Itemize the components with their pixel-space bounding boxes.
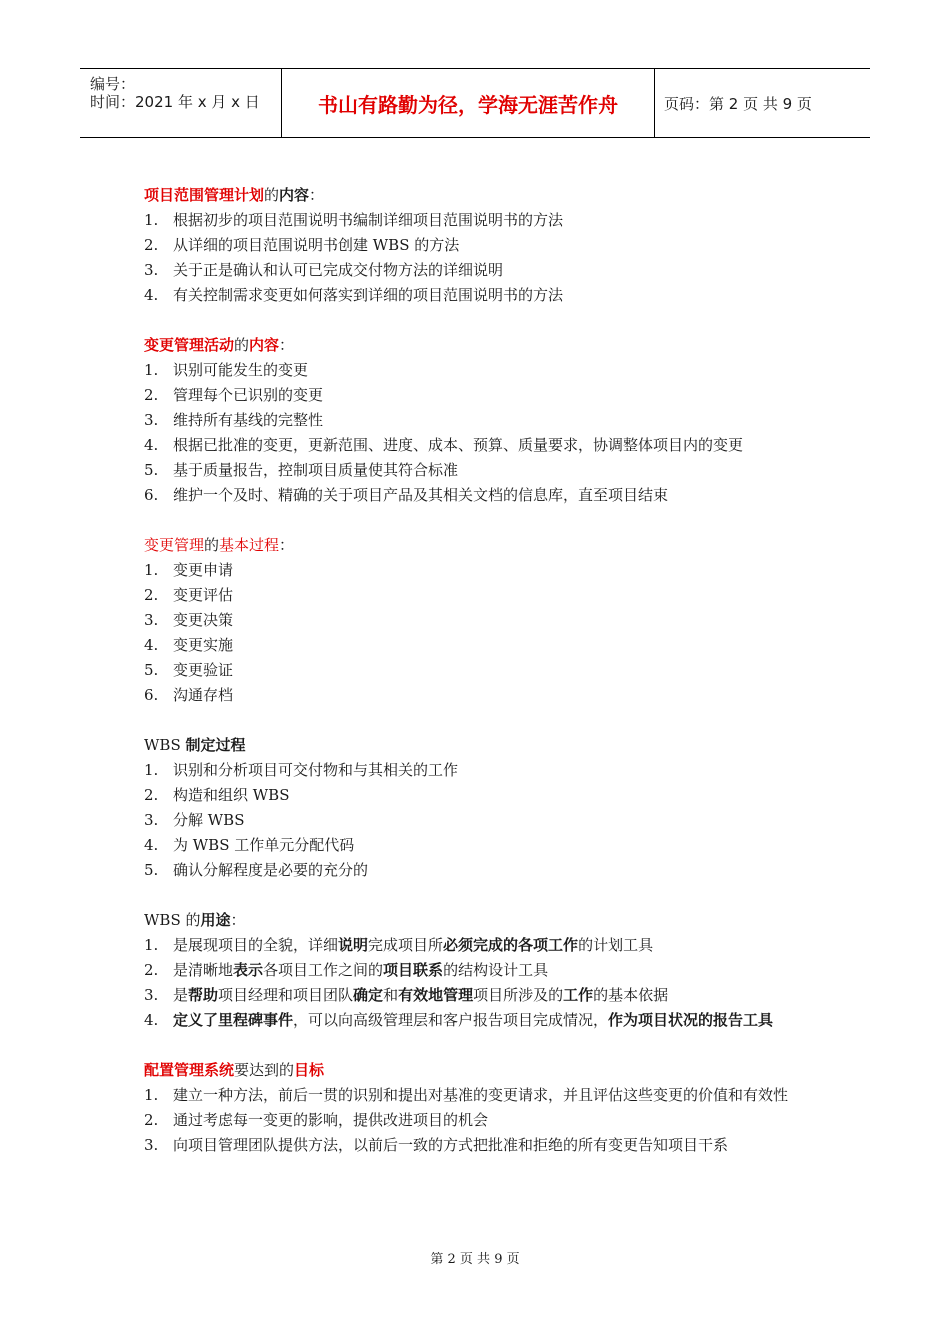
list-number: 1. <box>144 1086 159 1104</box>
text-run: 项目所涉及的 <box>473 986 564 1004</box>
list-item <box>144 608 814 633</box>
list-number: 2. <box>144 786 159 804</box>
list-number: 5. <box>144 461 159 479</box>
text-run: 沟通存档 <box>173 686 234 704</box>
list-number: 3. <box>144 986 159 1004</box>
text-run: 构造和组织 WBS <box>173 786 290 804</box>
list-item <box>144 783 814 808</box>
list-item <box>144 208 814 233</box>
list-item-text <box>173 1083 814 1108</box>
list-item <box>144 383 814 408</box>
text-run: 变更验证 <box>173 661 234 679</box>
list-item-text <box>173 808 814 833</box>
list-item-text <box>173 858 814 883</box>
list-number: 4. <box>144 436 159 454</box>
list-item <box>144 458 814 483</box>
section <box>144 733 814 883</box>
text-run: 基本过程 <box>219 536 280 554</box>
text-run: 和 <box>383 986 399 1004</box>
list-number: 3. <box>144 811 159 829</box>
list-item <box>144 633 814 658</box>
text-run: 分解 WBS <box>173 811 245 829</box>
text-run: ： <box>279 336 295 354</box>
text-run: 关于正是确认和认可已完成交付物方法的详细说明 <box>173 261 504 279</box>
list-item-text <box>173 833 814 858</box>
list-item <box>144 583 814 608</box>
section-heading <box>144 183 814 208</box>
list-item-text <box>173 283 814 308</box>
list-item-text <box>173 683 814 708</box>
list-item-text <box>173 933 814 958</box>
text-run: 变更评估 <box>173 586 234 604</box>
text-run: 要达到的 <box>234 1061 295 1079</box>
list-item-text <box>173 1008 814 1033</box>
numbered-list <box>144 358 814 508</box>
section <box>144 908 814 1033</box>
numbered-list <box>144 558 814 708</box>
text-run: 根据初步的项目范围说明书编制详细项目范围说明书的方法 <box>173 211 564 229</box>
text-run: 的结构设计工具 <box>443 961 549 979</box>
list-number: 1. <box>144 761 159 779</box>
list-number: 3. <box>144 1136 159 1154</box>
text-run: 基于质量报告，控制项目质量使其符合标准 <box>173 461 459 479</box>
header-page-label: 页码：第 2 页 共 9 页 <box>664 94 812 113</box>
list-number: 6. <box>144 686 159 704</box>
text-run: 为 WBS 工作单元分配代码 <box>173 836 355 854</box>
list-item-text <box>173 658 814 683</box>
text-run: 从详细的项目范围说明书创建 WBS 的方法 <box>173 236 460 254</box>
section-heading <box>144 533 814 558</box>
emphasis-text: 项目范围管理计划 <box>144 186 265 204</box>
text-run: ： <box>309 186 325 204</box>
text-run: 识别可能发生的变更 <box>173 361 309 379</box>
list-item-text <box>173 458 814 483</box>
list-item <box>144 1083 814 1108</box>
section-heading <box>144 733 814 758</box>
list-item <box>144 358 814 383</box>
text-run: 的计划工具 <box>578 936 654 954</box>
numbered-list <box>144 933 814 1033</box>
text-run: 识别和分析项目可交付物和与其相关的工作 <box>173 761 459 779</box>
list-item <box>144 683 814 708</box>
list-item <box>144 933 814 958</box>
text-run: 维持所有基线的完整性 <box>173 411 324 429</box>
header-meta <box>80 69 282 137</box>
list-item <box>144 483 814 508</box>
emphasis-text: 项目联系 <box>383 961 444 979</box>
list-item-text <box>173 408 814 433</box>
emphasis-text: 工作 <box>563 986 594 1004</box>
header-motto: 书山有路勤为径，学海无涯苦作舟 <box>282 69 655 137</box>
list-item-text <box>173 233 814 258</box>
section <box>144 1058 814 1158</box>
list-number: 2. <box>144 586 159 604</box>
text-run: 通过考虑每一变更的影响，提供改进项目的机会 <box>173 1111 489 1129</box>
text-run: WBS <box>144 736 186 754</box>
list-item <box>144 1133 814 1158</box>
emphasis-text: 内容 <box>279 186 310 204</box>
list-number: 6. <box>144 486 159 504</box>
text-run: 的 <box>204 536 220 554</box>
section <box>144 183 814 308</box>
numbered-list <box>144 208 814 308</box>
text-run: 的 <box>234 336 250 354</box>
section-heading <box>144 908 814 933</box>
text-run: ： <box>230 911 246 929</box>
list-number: 1. <box>144 361 159 379</box>
emphasis-text: 变更管理活动 <box>144 336 235 354</box>
text-run: 管理每个已识别的变更 <box>173 386 324 404</box>
section-heading <box>144 1058 814 1083</box>
numbered-list <box>144 758 814 883</box>
list-item <box>144 958 814 983</box>
list-number: 2. <box>144 236 159 254</box>
emphasis-text: 必须完成的各项工作 <box>443 936 579 954</box>
list-item <box>144 983 814 1008</box>
text-run: 确认分解程度是必要的充分的 <box>173 861 369 879</box>
list-item-text <box>173 608 814 633</box>
text-run: 变更管理 <box>144 536 205 554</box>
list-number: 2. <box>144 961 159 979</box>
list-number: 2. <box>144 386 159 404</box>
page-footer: 第 2 页 共 9 页 <box>430 1252 520 1267</box>
list-item <box>144 233 814 258</box>
text-run: 建立一种方法，前后一贯的识别和提出对基准的变更请求，并且评估这些变更的价值和有效性 <box>173 1086 789 1104</box>
list-item-text <box>173 783 814 808</box>
emphasis-text: 作为项目状况的报告工具 <box>608 1011 774 1029</box>
section <box>144 533 814 708</box>
list-item-text <box>173 1108 814 1133</box>
emphasis-text: 帮助 <box>188 986 219 1004</box>
text-run: 是 <box>173 986 189 1004</box>
emphasis-text: 制定过程 <box>185 736 246 754</box>
list-item-text <box>173 583 814 608</box>
list-item <box>144 808 814 833</box>
list-item-text <box>173 383 814 408</box>
list-item <box>144 258 814 283</box>
list-item <box>144 758 814 783</box>
text-run: 是展现项目的全貌，详细 <box>173 936 339 954</box>
list-item-text <box>173 358 814 383</box>
list-item <box>144 558 814 583</box>
doc-time-label: 时间：2021 年 x 月 x 日 <box>90 93 260 111</box>
list-item-text <box>173 1133 814 1158</box>
text-run: 维护一个及时、精确的关于项目产品及其相关文档的信息库，直至项目结束 <box>173 486 669 504</box>
emphasis-text: 用途 <box>200 911 231 929</box>
list-item <box>144 1108 814 1133</box>
section-heading <box>144 333 814 358</box>
list-item <box>144 858 814 883</box>
list-item-text <box>173 983 814 1008</box>
list-item-text <box>173 258 814 283</box>
list-item-text <box>173 208 814 233</box>
list-number: 5. <box>144 861 159 879</box>
list-number: 3. <box>144 611 159 629</box>
list-item-text <box>173 558 814 583</box>
list-item <box>144 833 814 858</box>
emphasis-text: 配置管理系统 <box>144 1061 235 1079</box>
list-number: 5. <box>144 661 159 679</box>
emphasis-text: 内容 <box>249 336 280 354</box>
list-number: 4. <box>144 836 159 854</box>
emphasis-text: 表示 <box>233 961 264 979</box>
list-number: 2. <box>144 1111 159 1129</box>
list-number: 3. <box>144 261 159 279</box>
emphasis-text: 有效地管理 <box>398 986 474 1004</box>
doc-number-label: 编号： <box>90 75 136 93</box>
list-item <box>144 408 814 433</box>
text-run: 变更申请 <box>173 561 234 579</box>
list-item <box>144 283 814 308</box>
list-number: 4. <box>144 1011 159 1029</box>
list-number: 3. <box>144 411 159 429</box>
numbered-list <box>144 1083 814 1158</box>
text-run: 项目经理和项目团队 <box>218 986 354 1004</box>
page-header <box>80 68 870 138</box>
section <box>144 333 814 508</box>
document-body <box>144 183 814 1183</box>
list-number: 1. <box>144 936 159 954</box>
list-item-text <box>173 433 814 458</box>
text-run: 完成项目所 <box>368 936 444 954</box>
list-number: 4. <box>144 286 159 304</box>
emphasis-text: 定义了里程碑事件 <box>173 1011 294 1029</box>
list-item-text <box>173 758 814 783</box>
list-item-text <box>173 633 814 658</box>
text-run: 的基本依据 <box>593 986 669 1004</box>
list-number: 4. <box>144 636 159 654</box>
list-item-text <box>173 483 814 508</box>
list-number: 1. <box>144 561 159 579</box>
list-item-text <box>173 958 814 983</box>
text-run: 变更实施 <box>173 636 234 654</box>
text-run: 的 <box>264 186 280 204</box>
emphasis-text: 说明 <box>338 936 369 954</box>
text-run: 各项目工作之间的 <box>263 961 384 979</box>
emphasis-text: 目标 <box>294 1061 325 1079</box>
list-item <box>144 433 814 458</box>
text-run: 根据已批准的变更，更新范围、进度、成本、预算、质量要求，协调整体项目内的变更 <box>173 436 744 454</box>
text-run: ： <box>279 536 295 554</box>
list-item <box>144 1008 814 1033</box>
list-item <box>144 658 814 683</box>
emphasis-text: 确定 <box>353 986 384 1004</box>
text-run: 是清晰地 <box>173 961 234 979</box>
text-run: 有关控制需求变更如何落实到详细的项目范围说明书的方法 <box>173 286 564 304</box>
text-run: 向项目管理团队提供方法，以前后一致的方式把批准和拒绝的所有变更告知项目干系 <box>173 1136 729 1154</box>
list-number: 1. <box>144 211 159 229</box>
text-run: WBS 的 <box>144 911 201 929</box>
text-run: 变更决策 <box>173 611 234 629</box>
text-run: ，可以向高级管理层和客户报告项目完成情况， <box>293 1011 609 1029</box>
